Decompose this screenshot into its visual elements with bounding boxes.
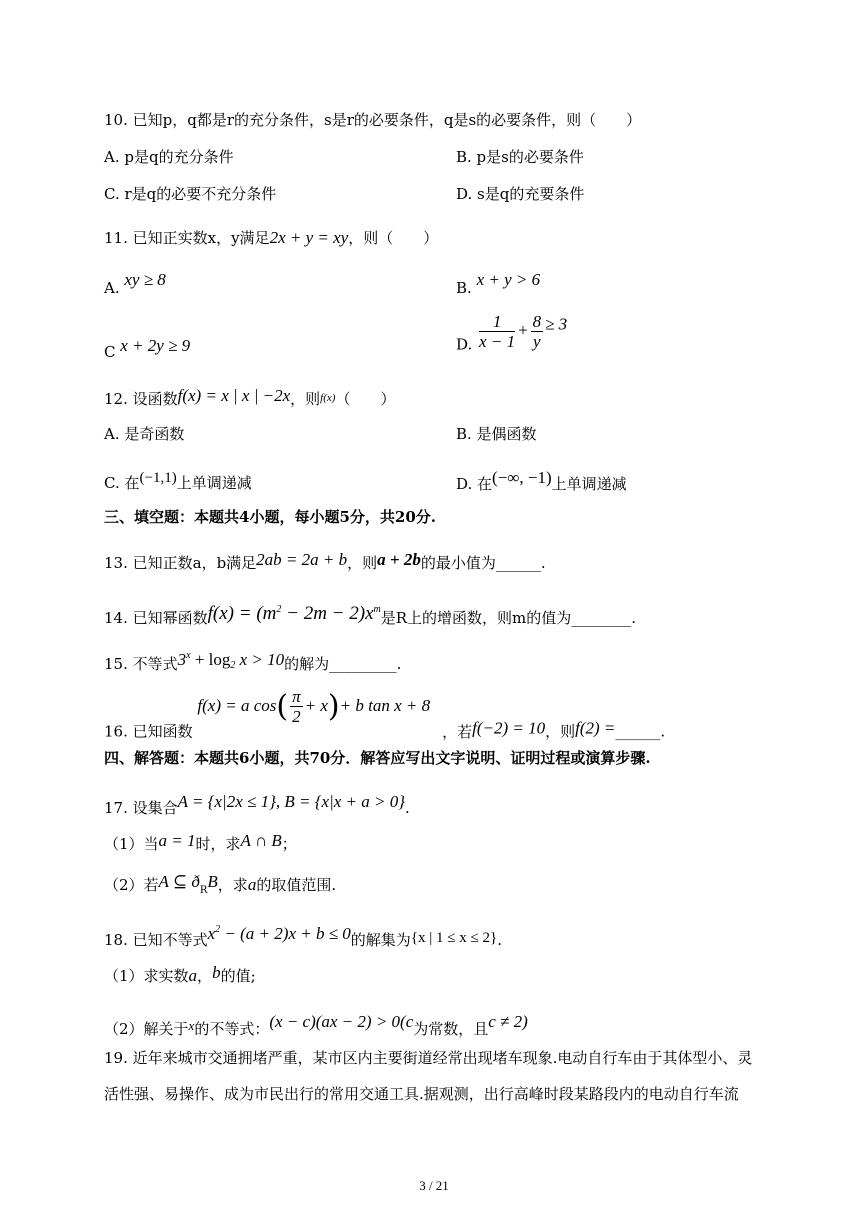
q15: 15. 不等式$3^x + \log_2 x > 10$的解为_________.: [104, 650, 402, 673]
q11-option-a: A. xy ≥ 8: [104, 270, 166, 297]
q18-part1: （1）求实数a，b的值;: [104, 963, 256, 985]
q12-option-c: C. 在(−1,1)上单调递减: [104, 470, 252, 492]
q10-option-a: A. p是q的充分条件: [104, 148, 234, 166]
q12-option-b: B. 是偶函数: [456, 425, 537, 443]
q17-stem: 17. 设集合A = {x|2x ≤ 1}, B = {x|x + a > 0}.: [104, 792, 410, 817]
q18-stem: 18. 已知不等式$x^2 - (a + 2)x + b \le 0$的解集为{x | 1 ≤ x ≤ 2}.: [104, 924, 502, 949]
q10-option-b: B. p是s的必要条件: [456, 148, 584, 166]
q18-part2: （2）解关于x的不等式：(x − c)(ax − 2) > 0(c为常数，且c ≠ 2): [104, 1012, 528, 1038]
page-number: 3 / 21: [419, 1178, 449, 1193]
section-3-heading: 三、填空题：本题共4小题，每小题5分，共20分.: [104, 508, 436, 526]
q19-line-2: 活性强、易操作、成为市民出行的常用交通工具.据观测，出行高峰时段某路段内的电动自行车流: [104, 1085, 739, 1103]
q10-option-c: C. r是q的必要不充分条件: [104, 185, 277, 203]
q13: 13. 已知正数a，b满足2ab = 2a + b，则a + 2b的最小值为______.: [104, 550, 546, 572]
q19-line-1: 19. 近年来城市交通拥堵严重，某市区内主要街道经常出现堵车现象.电动自行车由于其体型小、灵: [104, 1049, 753, 1067]
q12-option-a: A. 是奇函数: [104, 425, 185, 443]
q16: 16. 已知函数 f(x) = a cos( $\frac{\pi}{2}$ + x)+ b tan x + 8，若f(−2) = 10，则f(2) =______.: [104, 687, 666, 741]
q17-part1: （1）当a = 1时，求A ∩ B；: [104, 831, 297, 853]
q12-stem: 12. 设函数f(x) = x | x | −2x，则$^{f(x)}$（ ）: [104, 386, 396, 408]
q10-stem: 10. 已知p，q都是r的充分条件，s是r的必要条件，q是s的必要条件，则（ ）: [104, 111, 642, 129]
q10-option-d: D. s是q的充要条件: [456, 185, 585, 203]
q17-part2: （2）若A ⊆ $ð_RB$，求a的取值范围.: [104, 872, 337, 896]
q14: 14. 已知幂函数$f(x) = (m^2 - 2m - 2)x^m$是R上的增函数，则m的值为________.: [104, 603, 637, 627]
q12-option-d: D. 在(−∞, −1)上单调递减: [456, 468, 627, 493]
q11-option-d: D. $\frac{1}{x - 1}$ + $\frac{8}{y}$ ≥ 3: [456, 312, 568, 354]
q11-option-b: B. x + y > 6: [456, 270, 541, 297]
section-4-heading: 四、解答题：本题共6小题，共70分．解答应写出文字说明、证明过程或演算步骤.: [104, 749, 651, 767]
q11-stem: 11. 已知正实数x，y满足2x + y = xy，则（ ）: [104, 228, 439, 247]
q11-option-c: C x + 2y ≥ 9: [104, 336, 191, 361]
